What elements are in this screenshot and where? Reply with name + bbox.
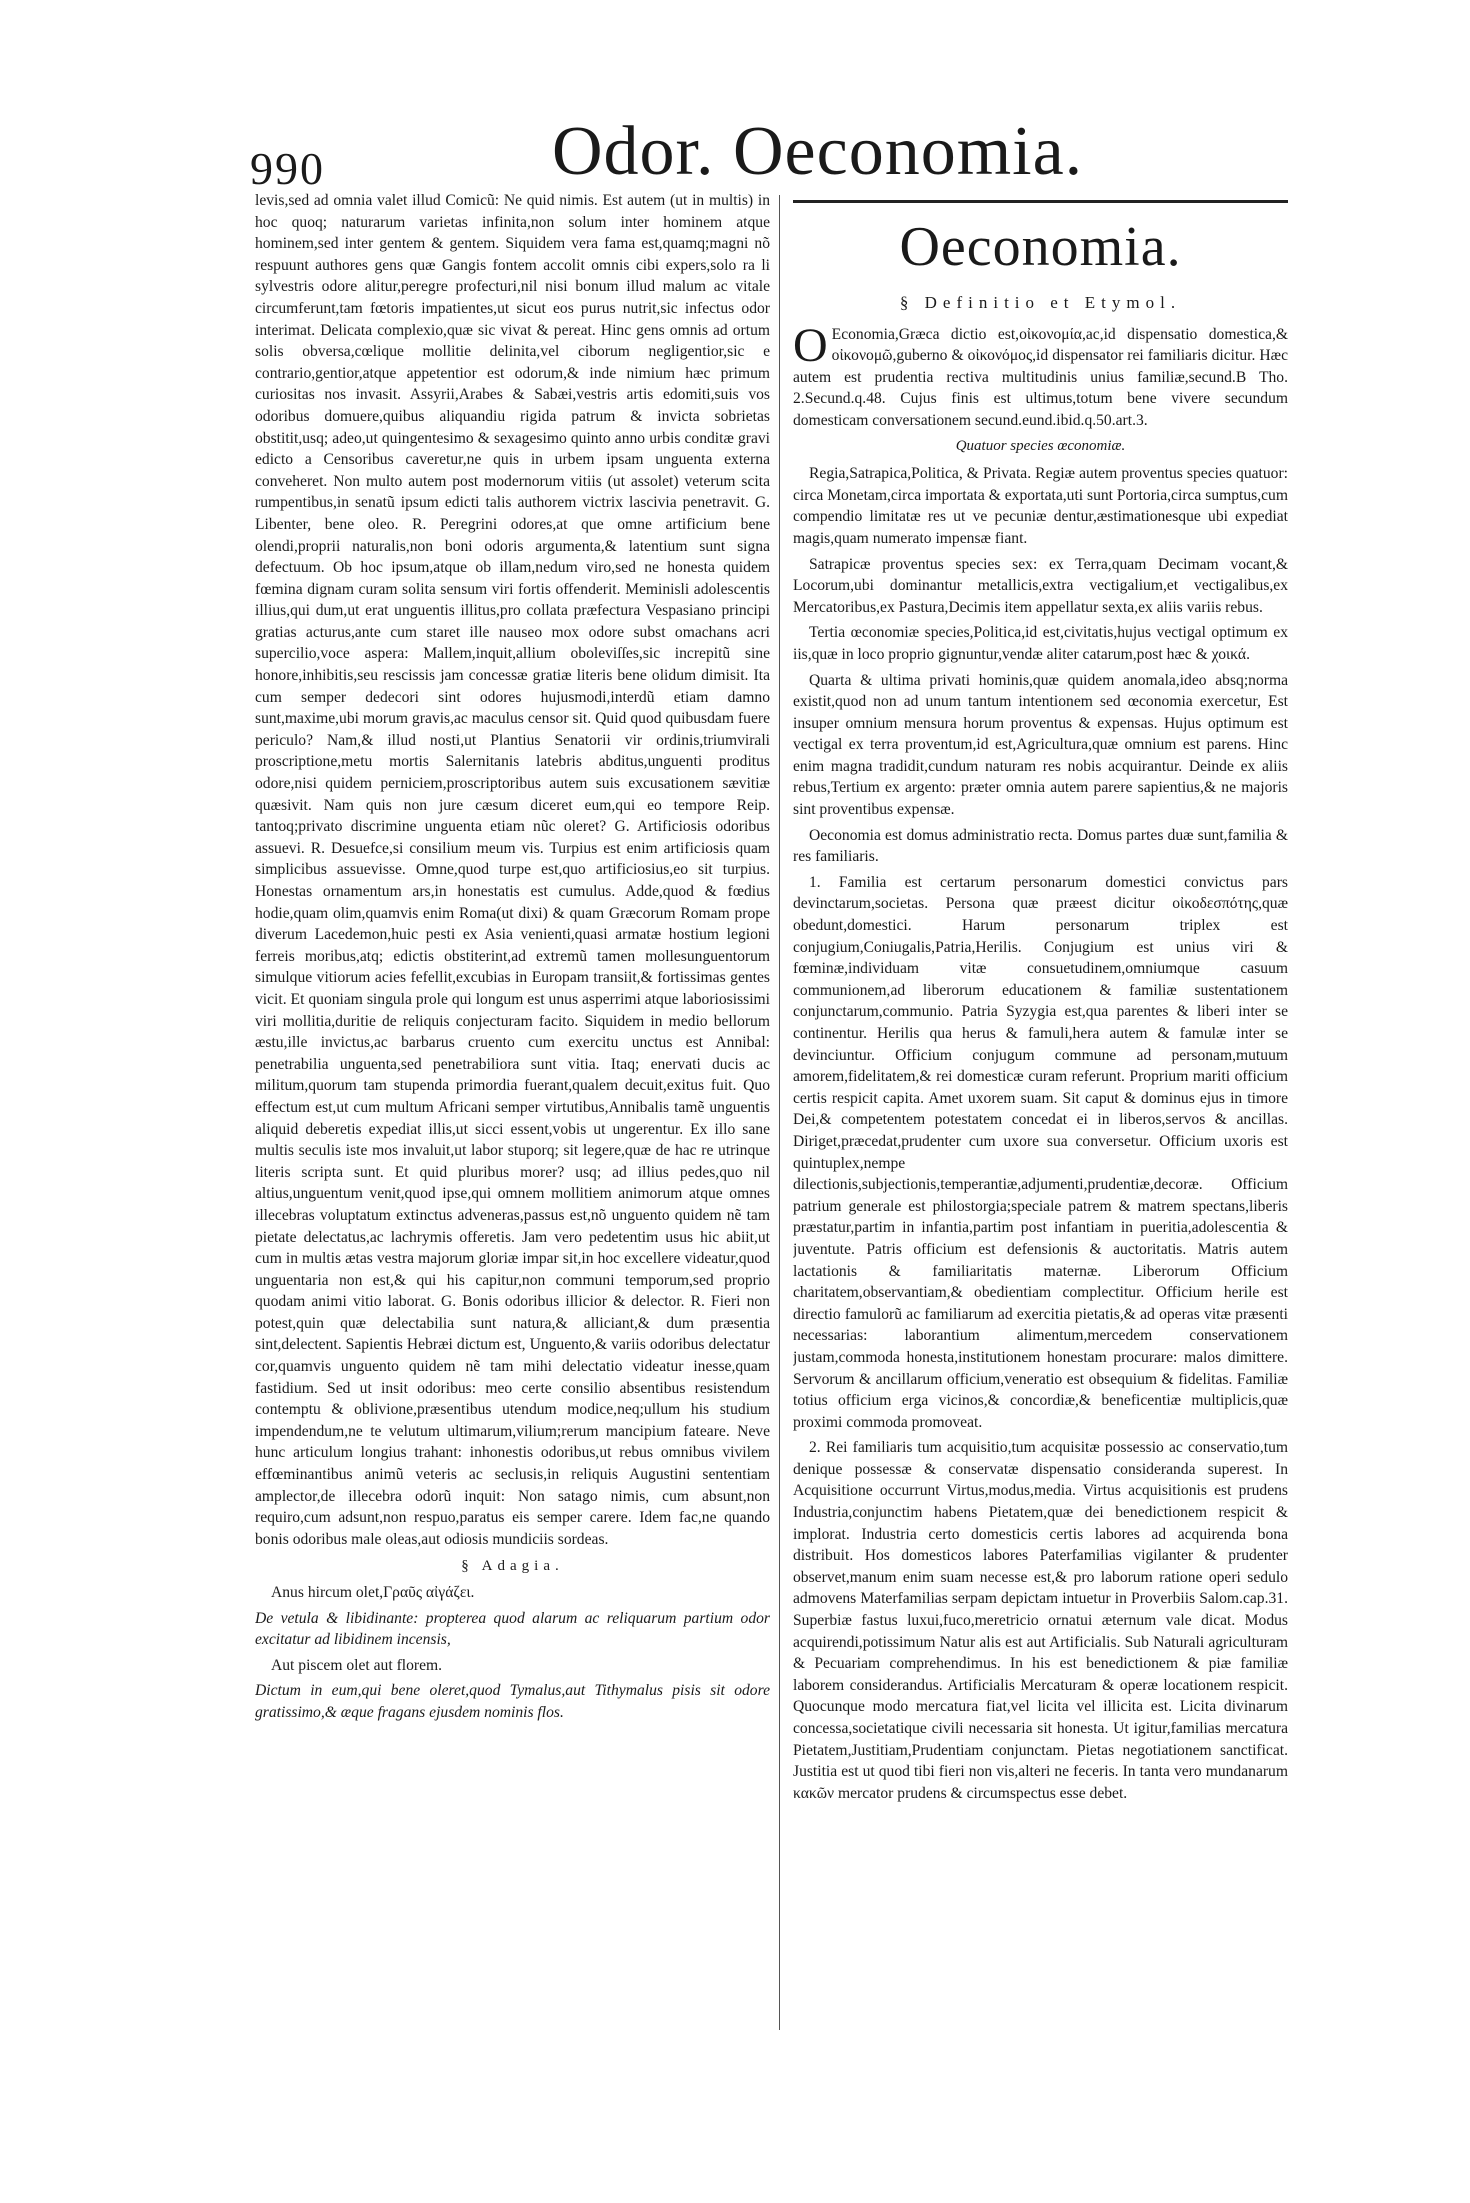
running-title: Odor. Oeconomia. bbox=[552, 113, 1084, 190]
right-paragraph: Satrapicæ proventus species sex: ex Terra,quam Decimam vocant,& Locorum,ubi dominantur metallicis,extra vectigalium,et vectigalibus,ex Mercatoribus,ex Pastura,Decimis item appellatur sexta,ex aliis variis rebus. bbox=[793, 555, 1288, 616]
right-paragraph: 1. Familia est certarum personarum domestici convictus pars devinctarum,societas. Persona quæ præest dicitur οἰκοδεσπότης,quæ obedunt,domestici. Harum personarum triplex est conjugium,Coniugalis,Patria,Herilis. Conjugium est unius viri & fœminæ,individuam vitæ consuetudinem,omniumque casuum communionem,ad liberorum educationem & familiæ sustentationem conjunctarum,communio. Patria Syzygia est,qua parentes & liberi inter se continentur. Herilis qua herus & famuli,hera autem & famulæ inter se devinciuntur. Officium conjugum commune ad personam,mutuum amorem,fidelitatem,& rei domesticæ curam referunt. Proprium mariti officium certis respicit capita. Amet uxorem suam. Sit caput & dominus ejus in timore Dei,& competentem potestatem concedat ei in liberos,servos & ancillas. Diriget,præcedat,prudenter cum uxore sua conversetur. Officium uxoris est quintuplex,nempe dilectionis,subjectionis,temperantiæ,adjumenti,prudentiæ,decoræ. Officium patrium generale est philostorgia;speciale patrem & matrem spectans,liberis præstatur,partim in infantia,partim post infantiam in pueritia,adolescentia & juventute. Patris officium est defensionis & auctoritatis. Matris autem lactationis & familiaritatis maternæ. Liberorum Officium charitatem,observantiam,& obedientiam complectitur. Officium herile est directio famulorũ ac familiarum ad exercitia pietatis,& ad operas vitæ præsenti necessarias: laborantium alimentum,mercedem conservationem justam,commoda honesta,institutionem honestam procurare: malos dimittere. Servorum & ancillarum officium,veneratio est obsequium & fidelitas. Familiæ totius officium erga vicinos,& concordiæ,& beneficentiæ multiplicis,quæ proximi commoda promoveat. bbox=[793, 873, 1288, 1431]
adage-line: De vetula & libidinante: propterea quod alarum ac reliquarum partium odor excitatur ad libidinem incensis, bbox=[255, 1609, 770, 1649]
right-column-top-rule bbox=[793, 200, 1288, 203]
intro-paragraph bbox=[793, 318, 1288, 432]
left-paragraph: levis,sed ad omnia valet illud Comicũ: Ne quid nimis. Est autem (ut in multis) in hoc quoq; naturarum varietas infinita,non solum inter hominem atque hominem,sed inter gentem & gentem. Siquidem vera fama est,quamq;magni nõ respuunt authores gens quæ Gangis fontem accolit omnis cibi expers,solo ra li sylvestris odore alitur,peregre profecturi,nil nisi bonum illud malum ac vitale circumferunt,tam fœtoris impatientes,ut sicut eos purus nutrit,sic infectus odor interimat. Delicata complexio,quæ sic vivat & pereat. Hinc gens omnis ad ortum solis obversa,cœlique mollitie delinita,vel ciborum negligentior,sic e contrario,gentior,atque appetentior est odorum,& inde nimium hæc primum curiositas nos invasit. Assyrii,Arabes & Sabæi,vestris artis edomiti,suis vos odoribus domuere,quibus aliquandiu rigida patrum & invicta sobrietas obstitit,usq; adeo,ut quingentesimo & sexagesimo quinto anno urbis conditæ gravi edicto a Censoribus caveretur,ne quis in urbem ipsam unguenta externa conveheret. Non multo autem post modernorum vitiis (ut assolet) veterum scita rumpentibus,in senatũ ipsum edicti talis authorem victrix lascivia penetravit. G. Libenter, bene oleo. R. Peregrini odores,at que omne artificium bene olendi,proprii naturalis,non boni odoris argumenta,& latentium sunt signa defectuum. Ob hoc ipsum,atque ob illam,nedum viro,sed ne honesta quidem fœmina dignam curam solita sensum viri fortis offenderit. Meminisli adolescentis illius,qui dum,ut erat unguentis illitus,pro collata præfectura Vespasiano principi gratias acturus,ante cum staret ille nauseo mox odore subst omachans acri supercilio,voce aspera: Mallem,inquit,allium oboleviſſes,sic increpitũ sine honore,inhibitis,seu rescissis jam concessæ gratiæ literis bene olidum dimisit. Ita cum semper dedecori sint odores hujusmodi,interdũ etiam damno sunt,maxime,ubi morum gravis,ac maculus censor sit. Quid quod quibusdam fuere periculo? Nam,& illud nosti,ut Plantius Senatorii vir ordinis,triumvirali proscriptione,metu mortis Salernitanis latebris abditus,unguenti proditus odore,nisi quidem perniciem,proscriptoribus autem suis excusationem sævitiæ quæsivit. Nam quis non jure cæsum diceret eum,qui eo tempore Reip. tantoq;privato discrimine unguenta etiam nũc oleret? G. Artificiosis odoribus assuevi. R. Desuefce,si consilium meum vis. Turpius est enim artificiosis quam simplicibus assuevisse. Omne,quod turpe est,quo artificiosius,eo sit turpius. Honestas ornamentum ars,in honestatis est cumulus. Adde,quod & fœdius hodie,quam olim,quamvis enim Roma(ut dixi) & quam Græcorum Romam prope diverum Lacedemon,huic pesti ex Asia venienti,quasi armatæ hostium legioni ferreis moribus,atq; edictis obstiterint,ad extremũ tamen mollesunguentorum simulque vitiorum acies fefellit,excubias in Europam transiit,& fortissimas gentes vicit. Et quoniam singula prole qui longum est unus asperrimi atque laboriosissimi viri mollitia,duritie de reliquis conjecturam facito. Siquidem in medio bellorum æstu,ille invictus,ac barbarus cruento cum exercitu unctus est Annibal: penetrabilia unguenta,sed penetrabiliora sunt vitia. Itaq; enervati ducis ac militum,quorum tam stupenda primordia fuerant,qualem decuit,exitus fuit. Quo effectum est,ut cum multum Africani semper virtutibus,Annibalis tamẽ unguentis aliquid deberetis expediat illis,ut sicci essent,vobis ut ungerentur. Ex illo sane multis seculis iste mos invaluit,ut labor stuporq; sit legere,quæ de hac re utrinque literis scripta sunt. Et quid pluribus morer? usq; ad illius pedes,quo nil altius,unguentum venit,quod ipse,qui omnem mollitiem animorum atque omnes illecebras voluptatum extinctus adveneras,passus est,nõ unguento quidem nẽ tam pietate delectatus,ac lachrymis offeretis. Jam vero pedetentim usus hic abiit,ut cum in multis ætas vestra majorum gloriæ impar sit,in hoc excellere videatur,quod unguentaria non est,& qui his capitur,non communi temporum,sed proprio quodam animi vitio laborat. G. Bonis odoribus illicior & delector. R. Fieri non potest,quin quæ delectabilia sunt natura,& alliciant,& dum præsentia sint,delectent. Sapientis Hebræi dictum est, Unguento,& variis odoribus delectatur cor,quamvis unguento quidem nẽ tam mihi delectatio videatur inesse,quam fastidium. Sed ut insit odoribus: meo certe consilio absentibus resistendum contemptu & oblivione,præsentibus utendum modice,neq;ullum his studium impendendum,ne te velutum ultimarum,vilium;rerum mancipium fateare. Neve hunc articulum longius trahant: inhonestis odoribus,ut rebus omnibus vivilem effœminantibus animũ veteris ac seclusis,in reliquis Augustini sententiam amplector,de illecebra odorũ inquit: Non satago nimis, cum absunt,non requiro,cum adsunt,non respuo,paratus eis semper carere. Idem fac,ne quando bonis odoribus male oleas,aut odiosis mundiciis sordeas. bbox=[255, 192, 770, 1548]
right-column bbox=[793, 212, 1288, 2012]
right-paragraph: Quarta & ultima privati hominis,quæ quidem anomala,ideo absq;norma existit,quod non ad unum tantum intentionem sed œconomia exercetur, Est insuper omnium mensura horum proventus & expensas. Hujus optimum est vectigal ex terra proventum,id est,Agricultura,quæ omnium est parens. Hinc enim magna tradidit,cundum naturam res nobis acquirantur. Deinde ex aliis rebus,Tertium ex argento: præter omnia autem parere sapientius,& ne majoris sint proventibus expensæ. bbox=[793, 671, 1288, 819]
adage-line: Anus hircum olet,Γραῦς αἰγάζει. bbox=[271, 1584, 475, 1601]
intro-text: Economia,Græca dictio est,οἰκονομία,ac,id dispensatio domestica,& οἰκονομῶ,guberno & οἰκονόμος,id dispensator rei familiaris dicitur. Hæc autem est prudentia rectiva multitudinis unius familiæ,secund.B Tho. 2.Secund.q.48. Cujus finis est ultimus,totum bene vivere secundum domesticam conversationem secund.eund.ibid.q.50.art.3. bbox=[793, 325, 1288, 429]
right-paragraph: Oeconomia est domus administratio recta. Domus partes duæ sunt,familia & res familiaris. bbox=[793, 826, 1288, 866]
column-divider bbox=[779, 195, 780, 2030]
page-number: 990 bbox=[250, 143, 325, 194]
section-heading: § Definitio et Etymol. bbox=[899, 293, 1182, 312]
left-column bbox=[255, 190, 770, 2020]
adage-line: Dictum in eum,qui bene oleret,quod Tymalus,aut Tithymalus pisis sit odore gratissimo,& æque fragans ejusdem nominis flos. bbox=[255, 1682, 770, 1721]
article-title: Oeconomia. bbox=[899, 216, 1182, 278]
adage-line: Aut piscem olet aut florem. bbox=[271, 1656, 443, 1674]
species-heading: Quatuor species œconomiæ. bbox=[955, 437, 1126, 454]
drop-cap: O bbox=[793, 318, 828, 372]
adagia-heading: § Adagia. bbox=[461, 1558, 564, 1575]
right-paragraph: Tertia œconomiæ species,Politica,id est,civitatis,hujus vectigal optimum ex iis,quæ in loco proprio gignuntur,vendæ aliter catarum,post hæc & χοικά. bbox=[793, 624, 1288, 663]
right-paragraph: 2. Rei familiaris tum acquisitio,tum acquisitæ possessio ac conservatio,tum denique possessæ & conservatæ dispensatio consideranda superest. In Acquisitione occurrunt Virtus,modus,media. Virtus acquisitionis est prudens Industria,conjunctim habens Pietatem,quæ dei benedictionem respicit & implorat. Industria certo domesticis certis labores ad acquirenda bona distribuit. Hos domesticos labores Paterfamilias vigilanter & prudenter observet,manum enim suam necesse est,& pro laborum ratione operi sedulo admovens Materfamilias serpam depictam intuetur in Proverbiis Salom.cap.31. Superbiæ fastus luxui,fuco,meretricio ornatui æternum vale dicat. Modus acquirendi,potissimum Natur alis est aut Artificialis. Sub Naturali agriculturam & Pecuariam comprehendimus. In his est benedictionem & piæ familiæ laborem considerandus. Artificialis Mercaturam & operæ locationem respicit. Quocunque modo mercatura fiat,vel licita vel illicita est. Licita divinarum concessa,societatique civili necessaria sit honesta. Ut igitur,familias mercatura Pietatem,Justitiam,Prudentiam conjunctam. Pietas negotiationem sanctificat. Justitia est ut quod tibi fieri non vis,alteri ne feceris. In tanta vero mundanarum κακῶν mercator prudens & circumspectus esse debet. bbox=[793, 1439, 1288, 1802]
right-paragraph: Regia,Satrapica,Politica, & Privata. Regiæ autem proventus species quatuor: circa Monetam,circa importata & exportata,uti sunt Portoria,circa sumptus,cum compendio limitatæ res ut ve pecuniæ dentur,æstimationesque ubi expediat magis,quam numerato impensæ fiant. bbox=[793, 465, 1288, 547]
